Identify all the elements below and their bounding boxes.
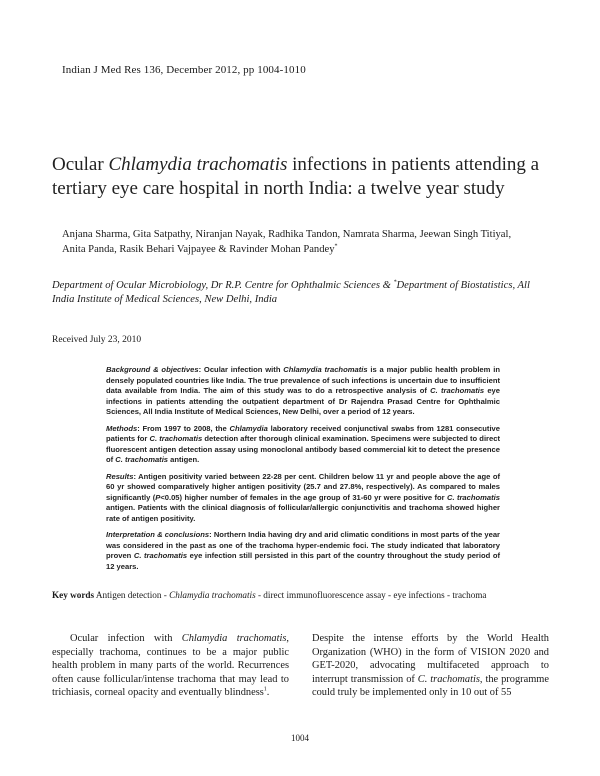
- journal-citation: Indian J Med Res 136, December 2012, pp 1004-1010: [62, 64, 306, 76]
- author-line-2: Anita Panda, Rasik Behari Vajpayee & Ravinder Mohan Pandey*: [62, 243, 338, 255]
- page-number: 1004: [291, 733, 309, 743]
- received-date: Received July 23, 2010: [52, 335, 142, 345]
- abstract-background: Background & objectives: Ocular infection with Chlamydia trachomatis is a major public health problem in densely populated countries like India. The true prevalence of such infections is uncertain due to insufficient data available from India. The aim of this study was to do a retrospective analysis of C. trachomatis eye infections in patients attending the outpatient department of Dr Rajendra Prasad Centre for Ophthalmic Sciences, All India Institute of Medical Sciences, New Delhi, over a period of 12 years.: [106, 365, 501, 416]
- body-column-left: [52, 632, 289, 700]
- author-line-1: Anjana Sharma, Gita Satpathy, Niranjan Nayak, Radhika Tandon, Namrata Sharma, Jeewan Singh Titiyal,: [62, 229, 512, 240]
- abstract-results: Results: Antigen positivity varied between 22-28 per cent. Children below 11 yr and people above the age of 60 yr showed comparatively higher antigen positivity (25.7 and 27.8%, respectively). As compared to males significantly (P<0.05) higher number of females in the age group of 31-60 yr were positive for C. trachomatis antigen. Patients with the clinical diagnosis of follicular/allergic conjunctivitis and trachoma showed higher rate of antigen positivity.: [106, 471, 500, 523]
- title-organism: Chlamydia trachomatis: [108, 154, 288, 175]
- abstract-conclusions: Interpretation & conclusions: Northern India having dry and arid climatic conditions in most parts of the year was considered in the past as one of the trachoma hyper-endemic foci. The study indicated that laboratory proven C. trachomatis eye infection still persisted in this part of the country throughout the study period of 12 years.: [106, 530, 500, 571]
- body-column-right: [312, 632, 549, 700]
- keywords: Key words Antigen detection - Chlamydia trachomatis - direct immunofluorescence assay - eye infections - trachoma: [52, 590, 487, 600]
- body-paragraph: Ocular infection with Chlamydia trachomatis, especially trachoma, continues to be a major public health problem in many parts of the world. Recurrences often cause follicular/intense trachoma that may lead to trichiasis, corneal opacity and eventually blindness$^1$.: [52, 633, 290, 699]
- citation-ref[interactable]: 1: [263, 686, 267, 693]
- abstract: [106, 365, 500, 578]
- author-asterisk: *: [334, 243, 338, 250]
- affiliation: Department of Ocular Microbiology, Dr R.P. Centre for Ophthalmic Sciences & *Department of Biostatistics, All India Institute of Medical Sciences, New Delhi, India: [52, 279, 530, 305]
- title-post: infections in patients attending a tertiary eye care hospital in north India: a twelve year study: [52, 154, 540, 199]
- abstract-methods: Methods: From 1997 to 2008, the Chlamydia laboratory received conjunctival swabs from 1281 consecutive patients for C. trachomatis detection after thorough clinical examination. Specimens were subjected to direct fluorescent antigen detection assay using monoclonal antibody based commercial kit to detect the presence of C. trachomatis antigen.: [106, 423, 500, 464]
- title-pre: Ocular: [52, 154, 109, 175]
- author-list: [62, 227, 542, 257]
- body-paragraph: Despite the intense efforts by the World Health Organization (WHO) in the form of VISION 2020 and GET-2020, advocating multifaceted approach to interrupt transmission of C. trachomatis, the programme could truly be implemented only in 10 out of 55: [312, 633, 549, 699]
- article-title: [52, 153, 552, 201]
- keywords-label: Key words: [52, 590, 95, 600]
